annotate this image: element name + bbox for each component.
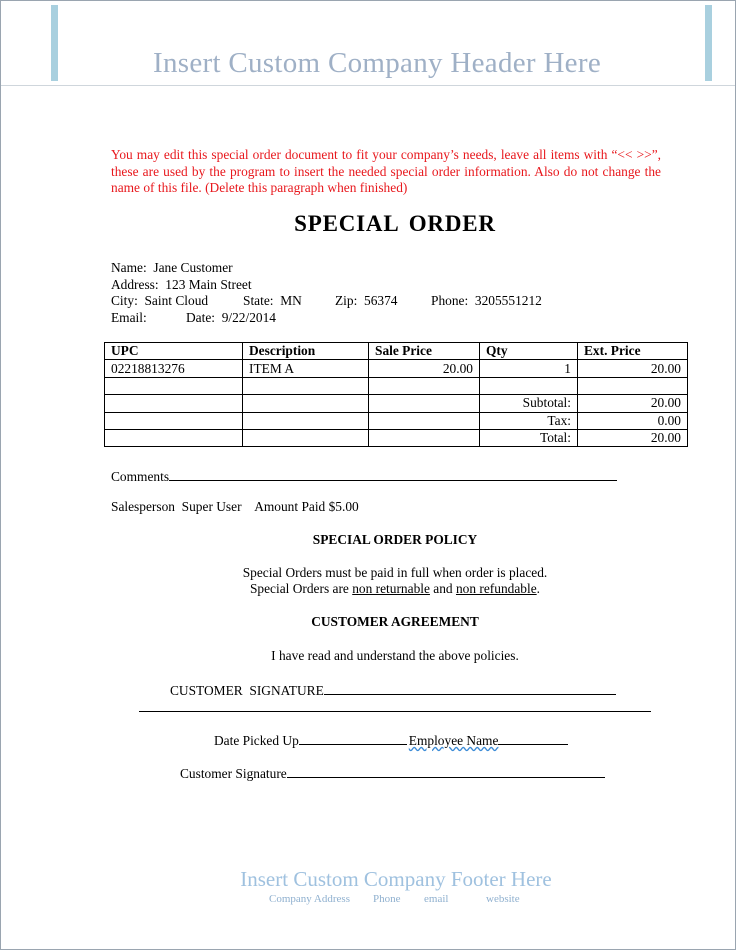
customer-location-row — [111, 293, 671, 311]
customer-signature-label: CUSTOMER SIGNATURE — [170, 683, 324, 698]
customer-city: City: Saint Cloud — [111, 293, 209, 308]
customer-signature-2-line — [287, 763, 605, 778]
customer-email: Email: — [111, 310, 147, 325]
signature-divider-line — [139, 711, 651, 712]
cell-ext-price: 20.00 — [578, 360, 688, 377]
cell-sale-price — [369, 377, 480, 394]
cell-qty — [480, 377, 578, 394]
company-footer: Insert Custom Company Footer Here — [240, 867, 552, 891]
customer-phone: Phone: 3205551212 — [431, 293, 542, 308]
subtotal-label: Subtotal: — [480, 395, 578, 412]
cell-description: ITEM A — [243, 360, 369, 377]
footer-email: email — [424, 893, 449, 905]
subtotal-value: 20.00 — [578, 395, 688, 412]
amount-paid: Amount Paid $5.00 — [254, 499, 359, 514]
policy-heading: SPECIAL ORDER POLICY — [312, 532, 478, 547]
comments-line — [169, 466, 617, 481]
customer-signature-line — [324, 680, 616, 695]
column-header: Description — [243, 343, 369, 360]
non-returnable-text: non returnable — [352, 581, 430, 596]
customer-signature-2-row — [180, 763, 605, 782]
customer-state: State: MN — [243, 293, 302, 308]
column-header: UPC — [105, 343, 243, 360]
policy-line-2: Special Orders are non returnable and non refundable. — [249, 581, 541, 596]
column-header: Sale Price — [369, 343, 480, 360]
cell-upc: 02218813276 — [105, 360, 243, 377]
cell-description — [243, 377, 369, 394]
table-row — [105, 377, 688, 394]
cell-ext-price — [578, 377, 688, 394]
company-header: Insert Custom Company Header Here — [152, 47, 601, 79]
comments-row — [111, 466, 617, 485]
footer-phone: Phone — [373, 893, 401, 905]
tax-row — [105, 412, 688, 429]
cell-sale-price: 20.00 — [369, 360, 480, 377]
date-picked-up-line — [299, 730, 407, 745]
column-header: Qty — [480, 343, 578, 360]
comments-label: Comments — [111, 469, 170, 484]
agreement-text: I have read and understand the above policies. — [271, 648, 519, 663]
customer-address: Address: 123 Main Street — [111, 277, 252, 292]
total-row — [105, 429, 688, 446]
instruction-note: You may edit this special order document to fit your company’s needs, leave all items with “<< >>”, these are used by the program to insert the needed special order information. Also do not change the name of this file. (Delete this paragraph when finished) — [111, 147, 661, 196]
employee-name-line — [498, 730, 568, 745]
footer-address: Company Address — [269, 893, 350, 905]
salesperson: Salesperson Super User — [111, 499, 242, 514]
tax-value: 0.00 — [578, 412, 688, 429]
policy-line-1: Special Orders must be paid in full when order is placed. — [242, 565, 548, 580]
order-date: Date: 9/22/2014 — [186, 310, 277, 325]
total-label: Total: — [480, 429, 578, 446]
tax-label: Tax: — [480, 412, 578, 429]
order-items-table — [104, 342, 688, 447]
customer-signature-row — [170, 680, 616, 699]
pickup-row — [214, 730, 568, 749]
column-header: Ext. Price — [578, 343, 688, 360]
cell-upc — [105, 377, 243, 394]
non-refundable-text: non refundable — [455, 581, 537, 596]
subtotal-row — [105, 395, 688, 412]
salesperson-row — [111, 499, 359, 515]
table-row — [105, 360, 688, 377]
header-divider — [1, 85, 735, 86]
employee-name-label: Employee Name — [408, 733, 499, 748]
customer-zip: Zip: 56374 — [335, 293, 398, 308]
customer-name: Name: Jane Customer — [111, 260, 233, 275]
customer-signature-2-label: Customer Signature — [180, 766, 287, 781]
cell-qty: 1 — [480, 360, 578, 377]
agreement-heading: CUSTOMER AGREEMENT — [311, 614, 479, 629]
total-value: 20.00 — [578, 429, 688, 446]
customer-email-row — [111, 310, 411, 328]
table-header-row — [105, 343, 688, 360]
footer-website: website — [486, 893, 520, 905]
document-title: SPECIAL ORDER — [294, 211, 496, 236]
date-picked-up-label: Date Picked Up — [214, 733, 299, 748]
